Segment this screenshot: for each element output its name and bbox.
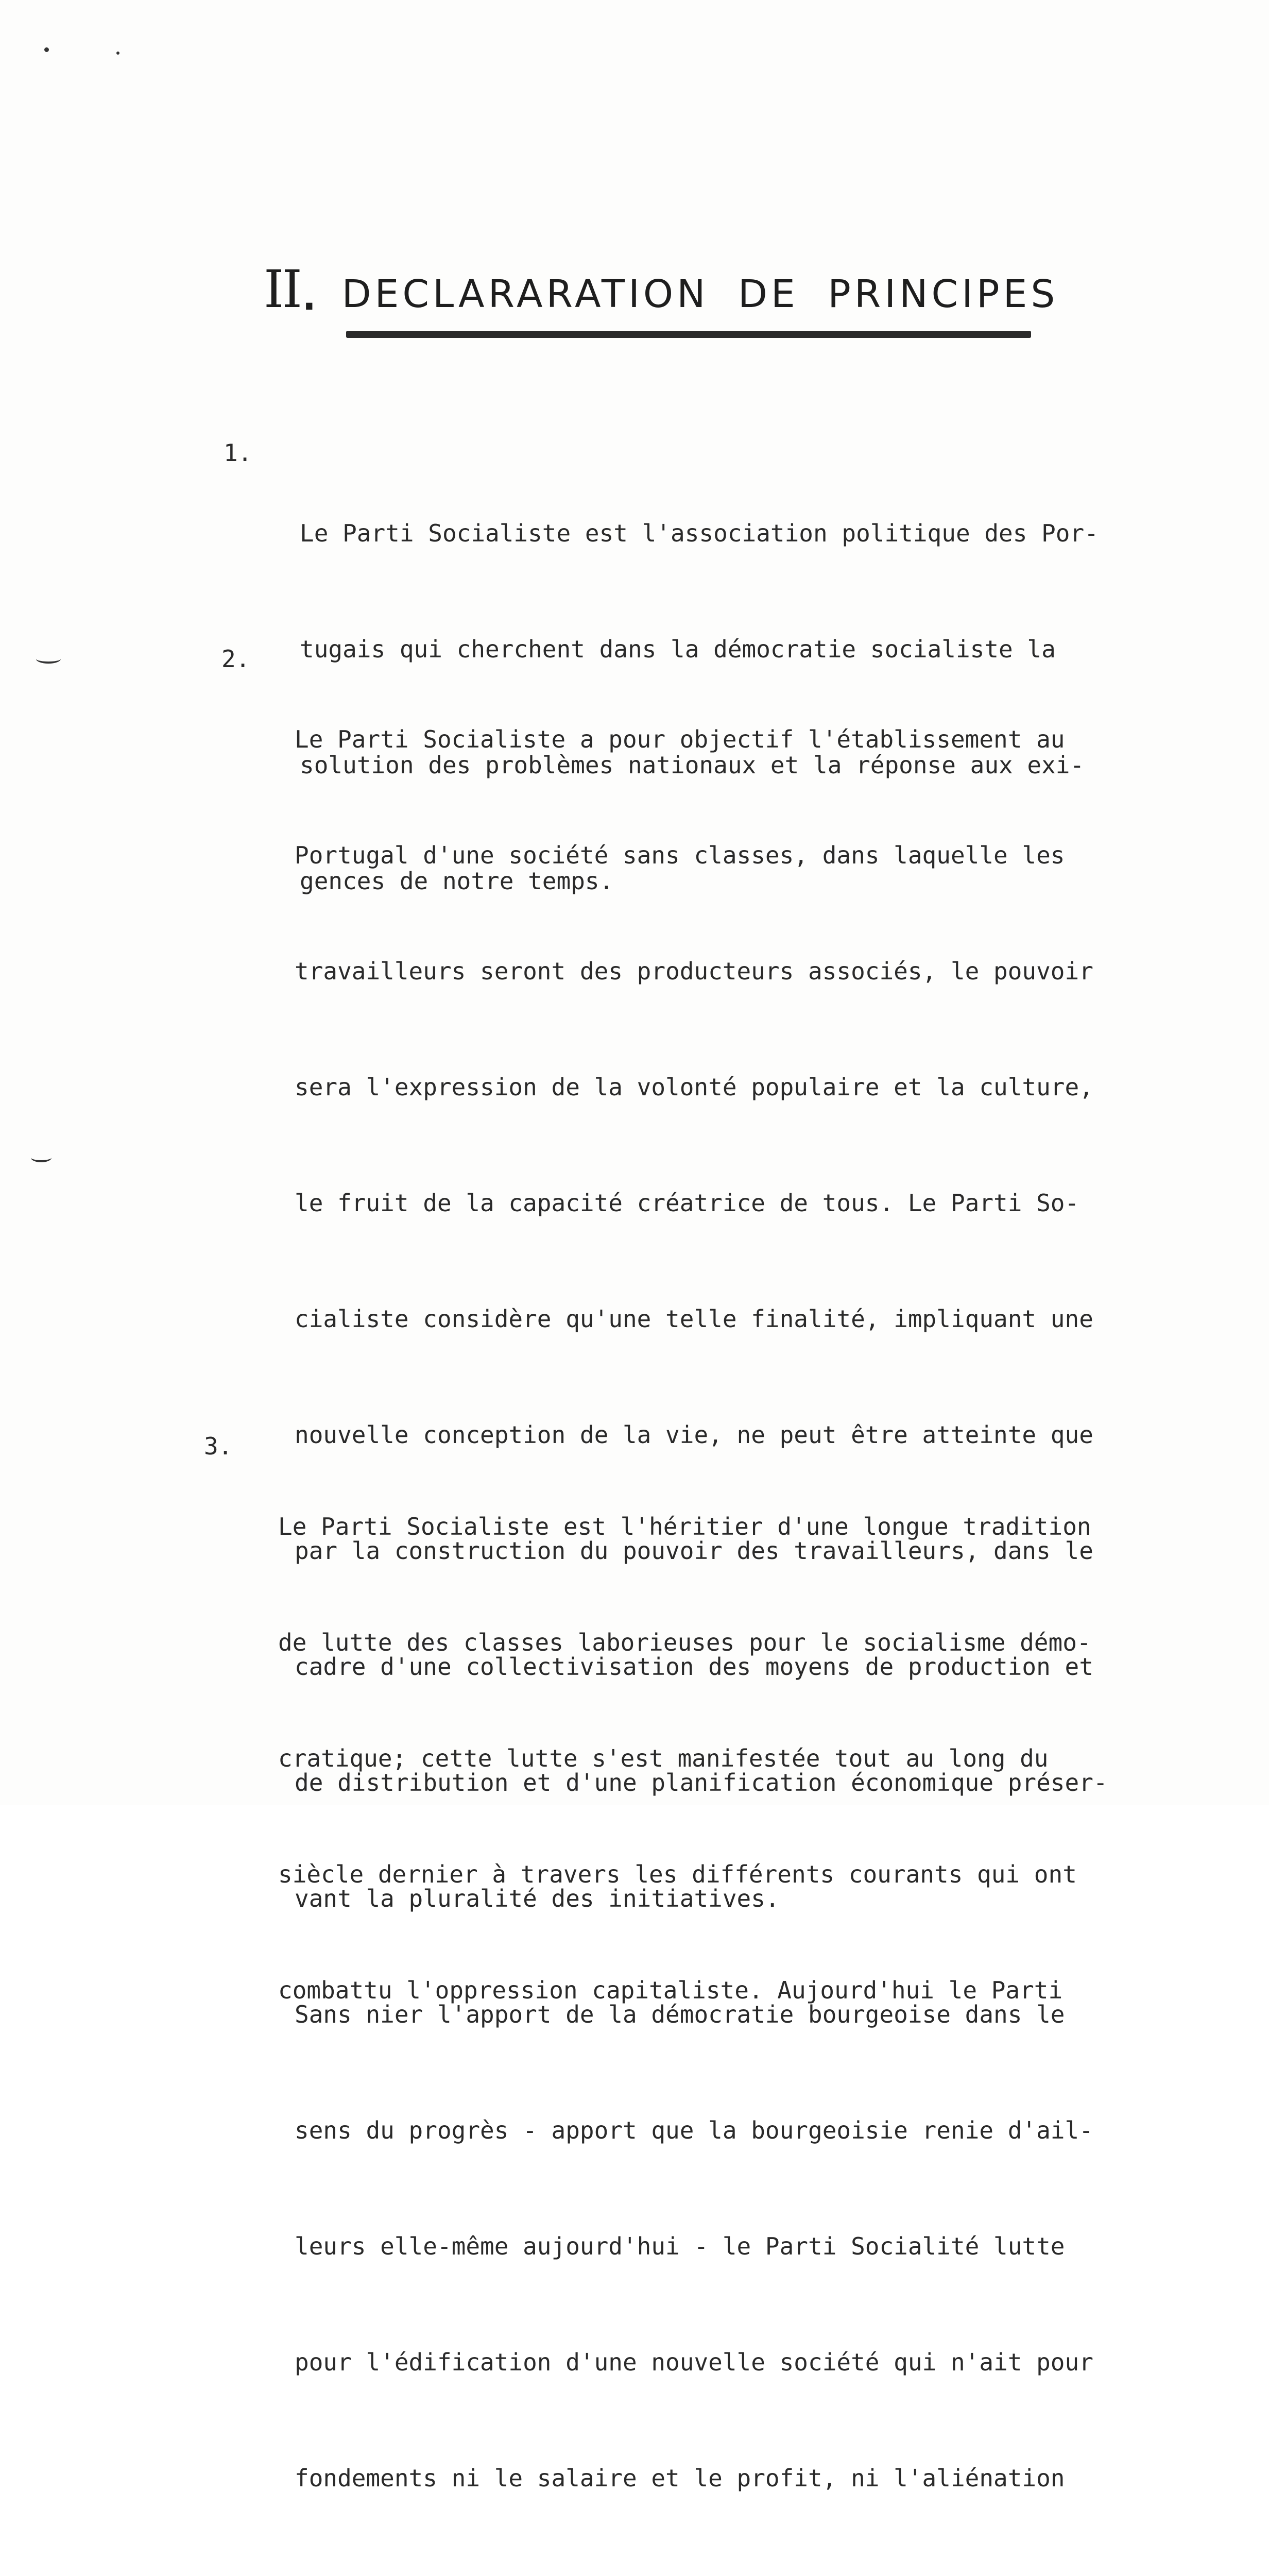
section-title: DECLARARATION DE PRINCIPES [341, 272, 1059, 316]
section-numeral: II [264, 259, 301, 319]
text-line [295, 2575, 1108, 2576]
text-line: Le Parti Socialiste est l'héritier d'une longue tradition [278, 1513, 1091, 1540]
text-line: nouvelle conception de la vie, ne peut être atteinte que [295, 1421, 1093, 1449]
text-line: cadre d'une collectivisation des moyens de production et [295, 1653, 1093, 1681]
text-line: par la construction du pouvoir des travailleurs, dans le [295, 1537, 1093, 1565]
paragraph-number: 2. [221, 645, 250, 673]
margin-mark [31, 1153, 52, 1162]
text-line: Le Parti Socialiste a pour objectif l'établissement au [295, 725, 1065, 753]
text-line: de distribution et d'une planification économique préser- [295, 1769, 1108, 1797]
paragraph-3 [278, 1430, 1091, 2087]
paragraph-number: 3. [204, 1432, 233, 1460]
text-line: fondements ni le salaire et le profit, ni l'aliénation [295, 2464, 1065, 2492]
text-line: leurs elle-même aujourd'hui - le Parti Socialité lutte [295, 2232, 1065, 2260]
text-line: cratique; cette lutte s'est manifestée tout au long du [278, 1744, 1049, 1772]
text-line: vant la pluralité des initiatives. [295, 1885, 780, 1912]
text-line: siècle dernier à travers les différents courants qui ont [278, 1860, 1077, 1888]
paragraph-number: 1. [224, 439, 252, 467]
text-line: combattu l'oppression capitaliste. Aujourd'hui le Parti [278, 1976, 1063, 2004]
text-line: Le Parti Socialiste est l'association politique des Por- [300, 519, 1099, 547]
text-line: solution des problèmes nationaux et la réponse aux exi- [300, 751, 1085, 779]
text-line: sera l'expression de la volonté populaire et la culture, [295, 1073, 1093, 1101]
text-line: Sans nier l'apport de la démocratie bourgeoise dans le [295, 2001, 1065, 2028]
scan-speck [116, 52, 119, 55]
text-line: sens du progrès - apport que la bourgeoisie renie d'ail- [295, 2116, 1093, 2144]
margin-mark [36, 654, 61, 664]
text-line: le fruit de la capacité créatrice de tous. Le Parti So- [295, 1189, 1079, 1217]
section-numeral-dot: . [302, 276, 316, 318]
title-underline [346, 331, 1031, 338]
text-line: pour l'édification d'une nouvelle société qui n'ait pour [295, 2348, 1093, 2376]
text-line: Portugal d'une société sans classes, dans laquelle les [295, 841, 1065, 869]
text-line: cialiste considère qu'une telle finalité, impliquant une [295, 1305, 1093, 1333]
text-line: travailleurs seront des producteurs associés, le pouvoir [295, 957, 1093, 985]
page-heading [264, 243, 1059, 319]
text-line: de lutte des classes laborieuses pour le socialisme démo- [278, 1629, 1091, 1656]
text-line: tugais qui cherchent dans la démocratie socialiste la [300, 635, 1056, 663]
text-line: gences de notre temps. [300, 867, 614, 895]
scan-speck [44, 47, 49, 52]
